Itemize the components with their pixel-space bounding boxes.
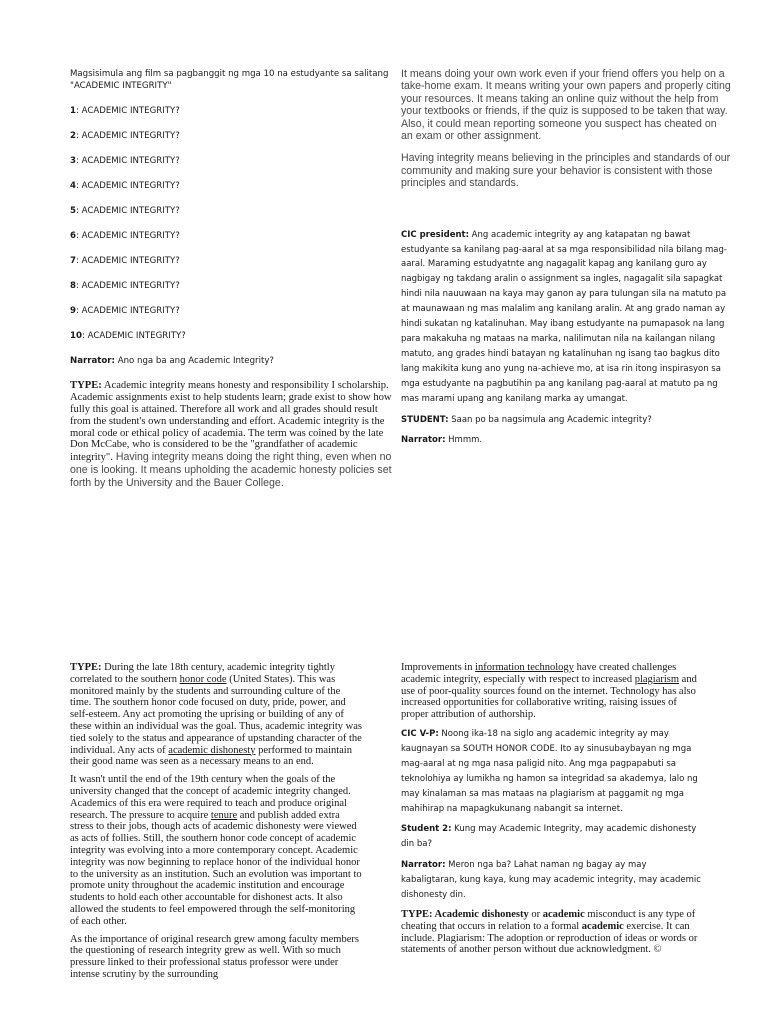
- type-serif-text: Academic integrity means honesty and responsibility I scholarship. Academic assignments exist to help students learn; grade exist to show how fully this goal is attained. Therefore all work and all grades should result from the student's own understanding and effort. Academic integrity is the moral code or ethical policy of academia. The term was coined by the late Don McCabe, who is considered to be the "grandfather of academic integrity".: [70, 380, 392, 464]
- question-item: 1: ACADEMIC INTEGRITY?: [70, 106, 180, 117]
- question-item: 2: ACADEMIC INTEGRITY?: [70, 131, 180, 142]
- narrator-line: Narrator: Hmmm.: [401, 435, 483, 446]
- history-paragraph-3: As the importance of original research grew among faculty members the questioning of research integrity grew as well. With so much pressure linked to their professional status professor were under intense scrutiny by the surrounding: [70, 933, 359, 980]
- top-right-column: [401, 68, 731, 454]
- technology-paragraph: Improvements in information technology have created challenges academic integrity, especially with respect to increased plagiarism and use of poor-quality sources found on the internet. Technology has also increased opportunities for collaborative writing, raising issues of proper attribution of authorship.: [401, 662, 697, 721]
- history-paragraph-1: TYPE: During the late 18th century, academic integrity tightly correlated to the southern honor code (United States). This was monitored mainly by the students and surrounding culture of the time. The southern honor code focused on duty, pride, power, and self-esteem. Any act promoting the uprising or building of any of these within an individual was the goal. Thus, academic integrity was tied solely to the status and appearance of upstanding character of the individual. Any acts of academic dishonesty performed to maintain their good name was seen as a necessary means to an end.: [70, 662, 362, 768]
- information-technology-link[interactable]: information technology: [475, 662, 574, 673]
- bottom-left-column: [70, 662, 362, 987]
- integrity-paragraph-1: It means doing your own work even if your friend offers you help on a take-home exam. It means writing your own papers and properly citing your resources. It means taking an online quiz without the help from your textbooks or friends, if the quiz is supposed to be taken that way. Also, it could mean reporting someone you suspect has cheated on an exam or other assignment.: [401, 68, 731, 143]
- student-line: STUDENT: Saan po ba nagsimula ang Academic integrity?: [401, 414, 652, 425]
- type-label: TYPE:: [70, 380, 102, 392]
- bottom-right-column: [401, 662, 701, 956]
- intro-line: Magsisimula ang film sa pagbanggit ng mga 10 na estudyante sa salitang "ACADEMIC INTEGRITY": [70, 69, 389, 92]
- top-left-column: [70, 68, 400, 490]
- type-paragraph: [70, 380, 400, 489]
- question-item: 10: ACADEMIC INTEGRITY?: [70, 331, 186, 342]
- narrator-line: Narrator: Meron nga ba? Lahat naman ng bagay ay may kabaligtaran, kung kaya, kung may academic integrity, may academic dishonesty din.: [401, 860, 701, 901]
- question-item: 3: ACADEMIC INTEGRITY?: [70, 156, 180, 167]
- question-list: [70, 105, 400, 342]
- dishonesty-definition: TYPE: Academic dishonesty or academic misconduct is any type of cheating that occurs in relation to a formal academic exercise. It can include. Plagiarism: The adoption or reproduction of ideas or words or statements of another person without due acknowledgment. ©: [401, 908, 698, 956]
- integrity-paragraph-2: Having integrity means believing in the principles and standards of our community and making sure your behavior is consistent with those principles and standards.: [401, 152, 731, 190]
- question-item: 7: ACADEMIC INTEGRITY?: [70, 256, 180, 267]
- dialogue-block: [401, 727, 701, 903]
- tenure-link[interactable]: tenure: [210, 809, 238, 821]
- question-item: 4: ACADEMIC INTEGRITY?: [70, 181, 180, 192]
- cic-president-block: [401, 228, 731, 449]
- academic-dishonesty-link[interactable]: academic dishonesty: [168, 744, 256, 756]
- cic-vp-paragraph: CIC V-P: Noong ika-18 na siglo ang academic integrity ay may kaugnayan sa SOUTH HONOR CODE. Ito ay sinusubaybayan ng mga mag-aaral at ng mga nasa paligid nito. Ang mga pagpapabuti sa teknolohiya ay lumikha ng hamon sa integridad sa akademya, lalo ng may kinalaman sa mas mataas na plagiarism at paggamit ng mga mahihirap na mapagkukunang nabangit sa internet.: [401, 728, 698, 814]
- plagiarism-link[interactable]: plagiarism: [634, 673, 680, 685]
- question-item: 9: ACADEMIC INTEGRITY?: [70, 306, 180, 317]
- honor-code-link[interactable]: honor code: [179, 673, 227, 685]
- history-paragraph-2: It wasn't until the end of the 19th century when the goals of the university changed that the concept of academic integrity changed. Academics of this era were required to teach and produce original research. The pressure to acquire tenure and publish added extra stress to their jobs, though acts of academic dishonesty were viewed as acts of follies. Still, the southern honor code concept of academic integrity was evolving into a more contemporary concept. Academic integrity was now beginning to replace honor of the individual honor to the university as an institution. Such an evolution was important to promote unity throughout the academic institution and encourage students to hold each other accountable for dishonest acts. It also allowed the students to feel empowered through the self-monitoring of each other.: [70, 774, 362, 927]
- question-item: 8: ACADEMIC INTEGRITY?: [70, 281, 180, 292]
- type-sans-text: Having integrity means doing the right thing, even when no one is looking. It means upholding the academic honesty policies set forth by the University and the Bauer College.: [70, 451, 392, 489]
- question-item: 6: ACADEMIC INTEGRITY?: [70, 231, 180, 242]
- student-2-line: Student 2: Kung may Academic Integrity, may academic dishonesty din ba?: [401, 824, 697, 850]
- narrator-line: Narrator: Ano nga ba ang Academic Integrity?: [70, 356, 274, 367]
- cic-president-paragraph: CIC president: Ang academic integrity ay ang katapatan ng bawat estudyante sa kanilang pag-aaral at sa mga responsibilidad nila bilang mag-aaral. Maraming estudyatnte ang nagagalit kapag ang kanilang guro ay nagbigay ng takdang aralin o assignment sa ingles, nagagalit sila sapagkat hindi nila nauuwaan na kaya may ganon ay para tulungan sila na matuto pa at maunawaan ng mas malalim ang kanilang aralin. At ang grado naman ay hindi sukatan ng katalinuhan. May ibang estudyante na pumapasok na lang para makakuha ng mataas na marka, nalilimutan nila na kailangan nilang matuto, ang grades hindi batayan ng katalinuhan ng isang tao bagkus dito lang makikita kung ano yung na-achieve mo, at isa rin itong inspirasyon sa mga estudyante na pagbutihin pa ang kanilang pag-aaral at matuto pa ng mas marami upang ang kanilang marka ay umangat.: [401, 229, 727, 404]
- question-item: 5: ACADEMIC INTEGRITY?: [70, 206, 180, 217]
